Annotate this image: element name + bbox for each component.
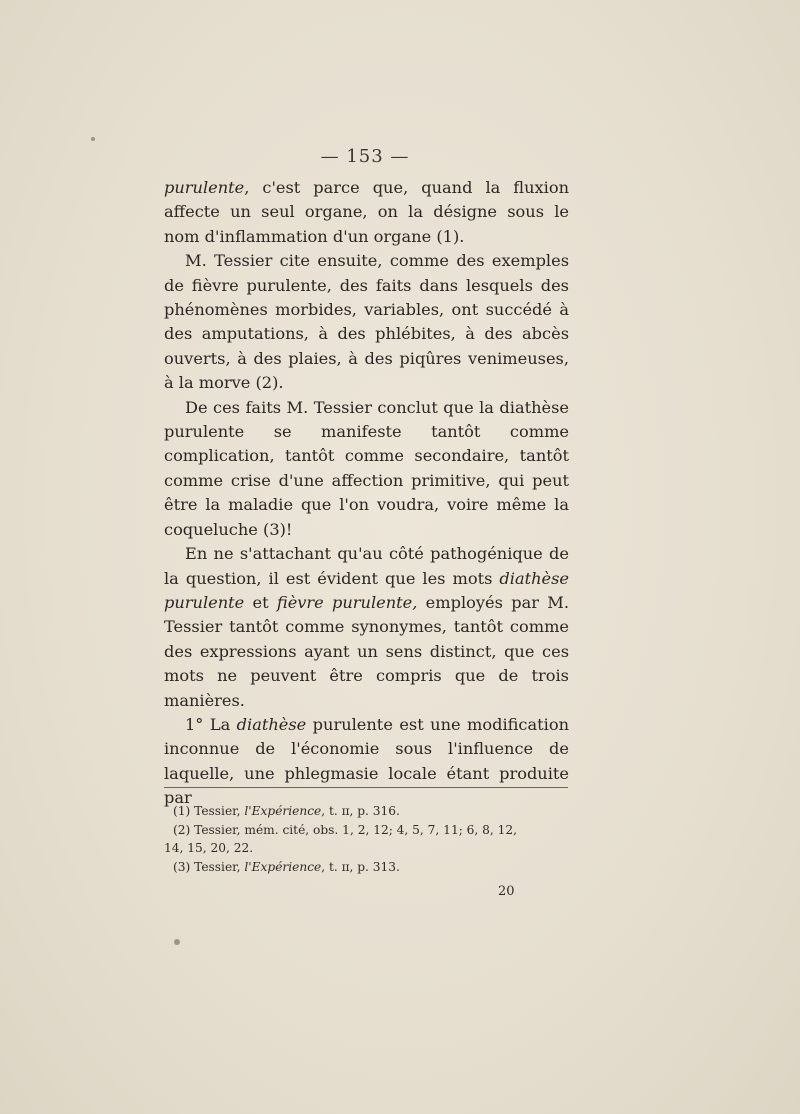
- page-number: — 153 —: [320, 146, 410, 167]
- body-text: [164, 176, 569, 811]
- paragraph-5: [164, 713, 569, 811]
- footnotes: [164, 802, 569, 876]
- footnote-number: (1): [173, 804, 191, 818]
- paper-speck: [91, 137, 95, 141]
- italic-word: purulente: [164, 178, 245, 197]
- footnote-work: l'Expérience: [244, 859, 322, 874]
- paragraph-3: De ces faits M. Tessier conclut que la diathèse purulente se manifeste tantôt comme complication, tantôt comme secondaire, tantôt comme crise d'une affection primitive, qui peut être la maladie que l'on voudra, voire même la coqueluche (3)!: [164, 397, 569, 539]
- footnote-author: Tessier,: [194, 859, 245, 874]
- paragraph-2: M. Tessier cite ensuite, comme des exemples de fièvre purulente, des faits dans lesquels des phénomènes morbides, variables, ont succédé à des amputations, à des phlébites, à des abcès ouverts, à des plaies, à des piqûres venimeuses, à la morve (2).: [164, 251, 569, 393]
- italic-term: diathèse purulente: [164, 568, 569, 612]
- paragraph-text: employés par M. Tessier tantôt comme synonymes, tantôt comme des expressions ayant un sens distinct, que ces mots ne peuvent être compris que de trois manières.: [164, 592, 569, 710]
- paragraph-4: [164, 542, 569, 713]
- footnote-number: (3): [173, 859, 191, 874]
- italic-term: diathèse: [236, 714, 307, 734]
- footnote-3: [164, 858, 569, 877]
- footnote-rule: [164, 787, 568, 788]
- footnote-2-continuation: 14, 15, 20, 22.: [164, 841, 254, 855]
- paragraph-1: [164, 176, 569, 249]
- paragraph-text: , c'est parce que, quand la fluxion affecte un seul organe, on la désigne sous le nom d'inflammation d'un organe (1).: [164, 178, 569, 246]
- footnote-reference: Tessier, mém. cité, obs. 1, 2, 12; 4, 5, 7, 11; 6, 8, 12,: [194, 822, 518, 837]
- footnote-reference: , t. ɪɪ, p. 313.: [321, 859, 400, 874]
- paragraph-text: purulente est une modification inconnue de l'économie sous l'influence de laquelle, une phlegmasie locale étant produite par: [164, 714, 569, 808]
- footnote-reference: , t. ɪɪ, p. 316.: [321, 804, 400, 818]
- paragraph-text: et: [244, 592, 277, 612]
- paragraph-text: En ne s'attachant qu'au côté pathogénique de la question, il est évident que les mots: [164, 544, 569, 588]
- enumeration-mark: 1° La: [185, 714, 237, 734]
- footnote-work: l'Expérience: [244, 804, 322, 818]
- paper-speck: [174, 939, 180, 945]
- footnote-author: Tessier,: [194, 804, 245, 818]
- italic-term: fièvre purulente,: [276, 592, 418, 612]
- footnote-1: [164, 802, 569, 821]
- signature-mark: 20: [498, 884, 515, 899]
- footnote-number: (2): [173, 822, 191, 837]
- footnote-2: [164, 821, 569, 840]
